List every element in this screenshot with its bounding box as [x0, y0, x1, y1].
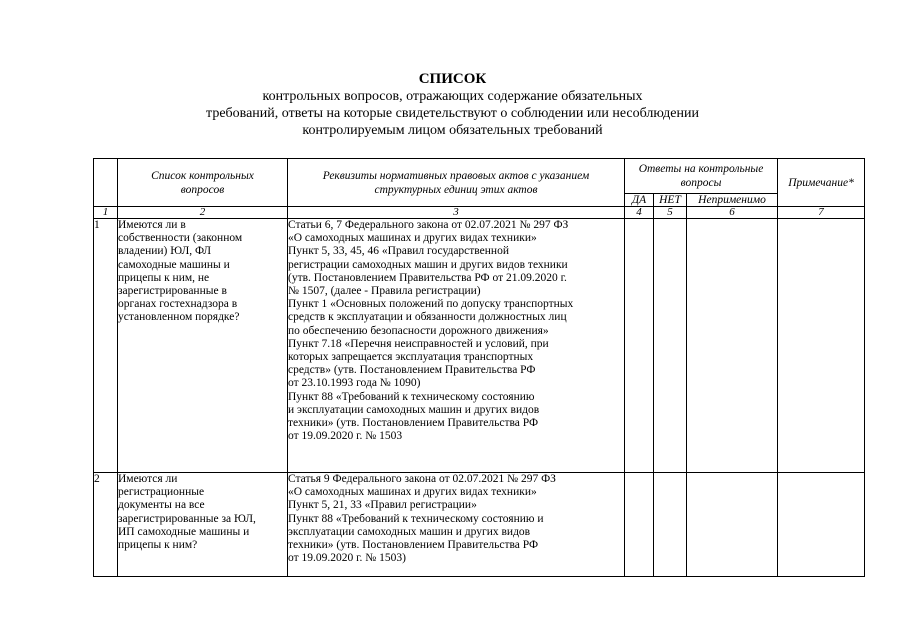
subtitle-line-3: контролируемым лицом обязательных требований: [302, 123, 603, 138]
document-title: СПИСОК: [418, 71, 487, 87]
header-answers: [625, 159, 778, 194]
note-cell[interactable]: [778, 473, 865, 577]
answer-yes-cell[interactable]: [625, 473, 654, 577]
table-row: [94, 219, 865, 473]
column-number: 7: [778, 207, 865, 219]
document-header: [0, 70, 905, 139]
row-number: 2: [94, 473, 118, 577]
question-cell: Имеются ли в собственности (законном владении) ЮЛ, ФЛ самоходные машины и прицепы к ним, не зарегистрированные в органах гостехнадзора в установленном порядке?: [118, 219, 288, 473]
question-cell: Имеются ли регистрационные документы на все зарегистрированные за ЮЛ, ИП самоходные машины и прицепы к ним?: [118, 473, 288, 577]
header-answers-label: Ответы на контрольные вопросы: [638, 163, 764, 189]
column-number: 1: [94, 207, 118, 219]
column-number: 4: [625, 207, 654, 219]
column-number-row: [94, 207, 865, 219]
header-yes: ДА: [625, 194, 654, 207]
row-number: 1: [94, 219, 118, 473]
subtitle-line-2: требований, ответы на которые свидетельствуют о соблюдении или несоблюдении: [206, 106, 699, 121]
header-questions-label: Список контрольных вопросов: [151, 169, 254, 196]
header-row-top: [94, 159, 865, 194]
answer-na-cell[interactable]: [687, 219, 778, 473]
header-note-label: Примечание*: [788, 176, 854, 189]
column-number: 6: [687, 207, 778, 219]
answer-no-cell[interactable]: [654, 473, 687, 577]
header-requisites: [288, 159, 625, 207]
header-note: [778, 159, 865, 207]
column-number: 2: [118, 207, 288, 219]
answer-no-cell[interactable]: [654, 219, 687, 473]
answer-yes-cell[interactable]: [625, 219, 654, 473]
header-requisites-label: Реквизиты нормативных правовых актов с указанием структурных единиц этих актов: [322, 169, 590, 196]
column-number: 5: [654, 207, 687, 219]
header-na: Неприменимо: [687, 194, 778, 207]
requisites-cell: Статьи 6, 7 Федерального закона от 02.07.2021 № 297 ФЗ «О самоходных машинах и других видах техники» Пункт 5, 33, 45, 46 «Правил государственной регистрации самоходных машин и других видов техники (утв. Постановлением Правительства РФ от 21.09.2020 г. № 1507, (далее - Правила регистрации) Пункт 1 «Основных положений по допуску транспортных средств к эксплуатации и обязанности должностных лиц по обеспечению безопасности дорожного движения» Пункт 7.18 «Перечня неисправностей и условий, при которых запрещается эксплуатация транспортных средств» (утв. Постановлением Правительства РФ от 23.10.1993 года № 1090) Пункт 88 «Требований к техническому состоянию и эксплуатации самоходных машин и других видов техники» (утв. Постановлением Правительства РФ от 19.09.2020 г. № 1503: [288, 219, 625, 473]
subtitle-line-1: контрольных вопросов, отражающих содержание обязательных: [262, 89, 643, 104]
column-number: 3: [288, 207, 625, 219]
requisites-cell: Статья 9 Федерального закона от 02.07.2021 № 297 ФЗ «О самоходных машинах и других видах техники» Пункт 5, 21, 33 «Правил регистрации» Пункт 88 «Требований к техническому состоянию и эксплуатации самоходных машин и других видов техники» (утв. Постановлением Правительства РФ от 19.09.2020 г. № 1503): [288, 473, 625, 577]
answer-na-cell[interactable]: [687, 473, 778, 577]
note-cell[interactable]: [778, 219, 865, 473]
header-questions: [118, 159, 288, 207]
table-row: [94, 473, 865, 577]
header-no: НЕТ: [654, 194, 687, 207]
checklist-table: [93, 158, 865, 577]
header-number-cell: [94, 159, 118, 207]
